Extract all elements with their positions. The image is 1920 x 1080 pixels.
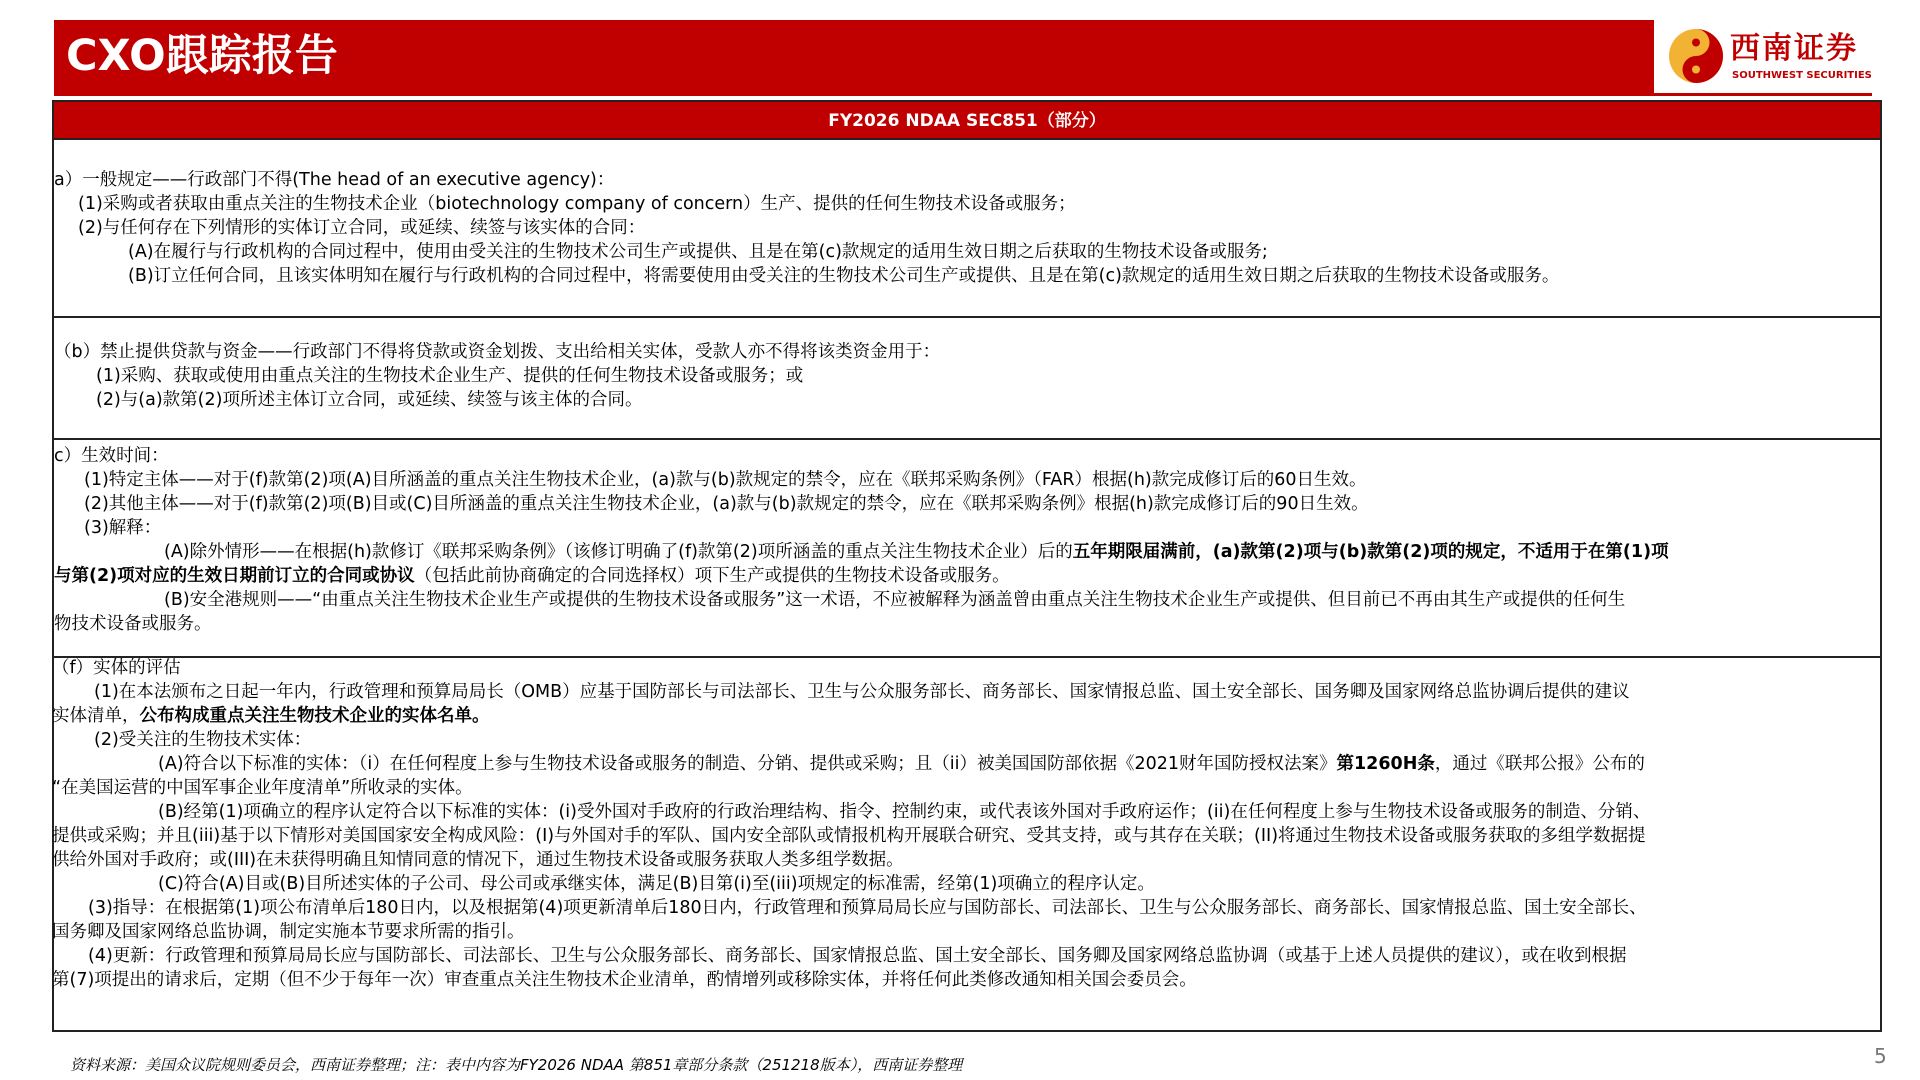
- criteria-bold-text: 第1260H条: [1336, 754, 1435, 774]
- section-c-line: (1)特定主体——对于(f)款第(2)项(A)目所涵盖的重点关注生物技术企业，(a)款与(b)款规定的禁令，应在《联邦采购条例》（FAR）根据(h)款完成修订后的60日生效。: [84, 470, 1367, 490]
- section-a: [54, 140, 1880, 318]
- section-c-line: 物技术设备或服务。: [54, 614, 212, 634]
- section-f-line: (3)指导：在根据第(1)项公布清单后180日内，以及根据第(4)项更新清单后180日内，行政管理和预算局局长应与国防部长、司法部长、卫生与公众服务部长、商务部长、国家情报总监、国土安全部长、: [88, 898, 1647, 918]
- criteria-text: ，通过《联邦公报》公布的: [1434, 754, 1645, 774]
- logo-english-name: SOUTHWEST SECURITIES: [1732, 70, 1872, 81]
- section-c-line: (3)解释：: [84, 518, 162, 538]
- section-b-line: （b）禁止提供贷款与资金——行政部门不得将贷款或资金划拨、支出给相关实体，受款人亦不得将该类资金用于：: [54, 342, 941, 362]
- page-number: 5: [1874, 1044, 1887, 1068]
- section-f-line: 第(7)项提出的请求后，定期（但不少于每年一次）审查重点关注生物技术企业清单，酌情增列或移除实体，并将任何此类修改通知相关国会委员会。: [52, 970, 1197, 990]
- section-f-line: (B)经第(1)项确立的程序认定符合以下标准的实体：(i)受外国对手政府的行政治理结构、指令、控制约束，或代表该外国对手政府运作；(ii)在任何程度上参与生物技术设备或服务的制造、分销、: [158, 802, 1651, 822]
- section-b: [54, 318, 1880, 440]
- section-f-line: [52, 704, 490, 728]
- section-c-line: (B)安全港规则——“由重点关注生物技术企业生产或提供的生物技术设备或服务”这一术语，不应被解释为涵盖曾由重点关注生物技术企业生产或提供、但目前已不再由其生产或提供的任何生: [164, 590, 1626, 610]
- exception-bold-text: 与第(2)项对应的生效日期前订立的合同或协议: [54, 566, 415, 586]
- section-a-line: (2)与任何存在下列情形的实体订立合同，或延续、续签与该实体的合同：: [78, 218, 646, 238]
- section-c-line: [164, 540, 1669, 564]
- section-f-line: (2)受关注的生物技术实体：: [94, 730, 312, 750]
- report-header-bar: [54, 20, 1654, 93]
- section-a-line: (1)采购或者获取由重点关注的生物技术企业（biotechnology company of concern）生产、提供的任何生物技术设备或服务；: [78, 194, 1076, 214]
- section-b-line: (2)与(a)款第(2)项所述主体订立合同，或延续、续签与该主体的合同。: [96, 390, 643, 410]
- section-c-line: (2)其他主体——对于(f)款第(2)项(B)目或(C)目所涵盖的重点关注生物技术企业，(a)款与(b)款规定的禁令，应在《联邦采购条例》根据(h)款完成修订后的90日生效。: [84, 494, 1369, 514]
- section-f-line: (4)更新：行政管理和预算局局长应与国防部长、司法部长、卫生与公众服务部长、商务部长、国家情报总监、国土安全部长、国务卿及国家网络总监协调（或基于上述人员提供的建议），或在收到根据: [88, 946, 1627, 966]
- exception-bold-text: 五年期限届满前，(a)款第(2)项与(b)款第(2)项的规定，不适用于在第(1)项: [1072, 542, 1669, 562]
- header-divider: [54, 93, 1872, 96]
- section-f-line: 国务卿及国家网络总监协调，制定实施本节要求所需的指引。: [52, 922, 525, 942]
- entity-list-text: 实体清单，: [52, 706, 140, 726]
- report-title: CXO跟踪报告: [66, 31, 338, 81]
- section-a-line: (A)在履行与行政机构的合同过程中，使用由受关注的生物技术公司生产或提供、且是在第(c)款规定的适用生效日期之后获取的生物技术设备或服务;: [128, 242, 1268, 262]
- logo-chinese-name: 西南证券: [1730, 31, 1858, 66]
- section-f-line: 提供或采购；并且(iii)基于以下情形对美国国家安全构成风险：(I)与外国对手的军队、国内安全部队或情报机构开展联合研究、受其支持，或与其存在关联；(II)将通过生物技术设备或服务获取的多组学数据提: [52, 826, 1646, 846]
- table-heading: FY2026 NDAA SEC851（部分）: [54, 102, 1880, 140]
- exception-text: （包括此前协商确定的合同选择权）项下生产或提供的生物技术设备或服务。: [414, 566, 1010, 586]
- section-a-line: (B)订立任何合同，且该实体明知在履行与行政机构的合同过程中，将需要使用由受关注的生物技术公司生产或提供、且是在第(c)款规定的适用生效日期之后获取的生物技术设备或服务。: [128, 266, 1560, 286]
- section-f-line: [158, 752, 1645, 776]
- logo-emblem-icon: [1668, 28, 1724, 84]
- section-f-line: （f）实体的评估: [52, 658, 181, 678]
- section-f-line: (C)符合(A)目或(B)目所述实体的子公司、母公司或承继实体，满足(B)目第(i)至(iii)项规定的标准需，经第(1)项确立的程序认定。: [158, 874, 1155, 894]
- section-f-line: 供给外国对手政府；或(III)在未获得明确且知情同意的情况下，通过生物技术设备或服务获取人类多组学数据。: [52, 850, 904, 870]
- section-f-line: “在美国运营的中国军事企业年度清单”所收录的实体。: [52, 778, 473, 798]
- section-c: [54, 440, 1880, 658]
- source-note: 资料来源：美国众议院规则委员会，西南证券整理；注：表中内容为FY2026 NDAA 第851章部分条款（251218版本），西南证券整理: [70, 1056, 963, 1074]
- section-f-line: (1)在本法颁布之日起一年内，行政管理和预算局局长（OMB）应基于国防部长与司法部长、卫生与公众服务部长、商务部长、国家情报总监、国土安全部长、国务卿及国家网络总监协调后提供的建议: [94, 682, 1630, 702]
- section-a-line: a）一般规定——行政部门不得(The head of an executive agency)：: [54, 170, 615, 190]
- section-b-line: (1)采购、获取或使用由重点关注的生物技术企业生产、提供的任何生物技术设备或服务；或: [96, 366, 804, 386]
- criteria-text: (A)符合以下标准的实体：（i）在任何程度上参与生物技术设备或服务的制造、分销、提供或采购；且（ii）被美国国防部依据《2021财年国防授权法案》: [158, 754, 1337, 774]
- section-c-line: [54, 564, 1010, 588]
- company-logo: [1654, 20, 1872, 93]
- section-c-line: c）生效时间：: [54, 446, 169, 466]
- exception-text: (A)除外情形——在根据(h)款修订《联邦采购条例》（该修订明确了(f)款第(2)项所涵盖的重点关注生物技术企业）后的: [164, 542, 1073, 562]
- entity-list-bold-text: 公布构成重点关注生物技术企业的实体名单。: [139, 706, 490, 726]
